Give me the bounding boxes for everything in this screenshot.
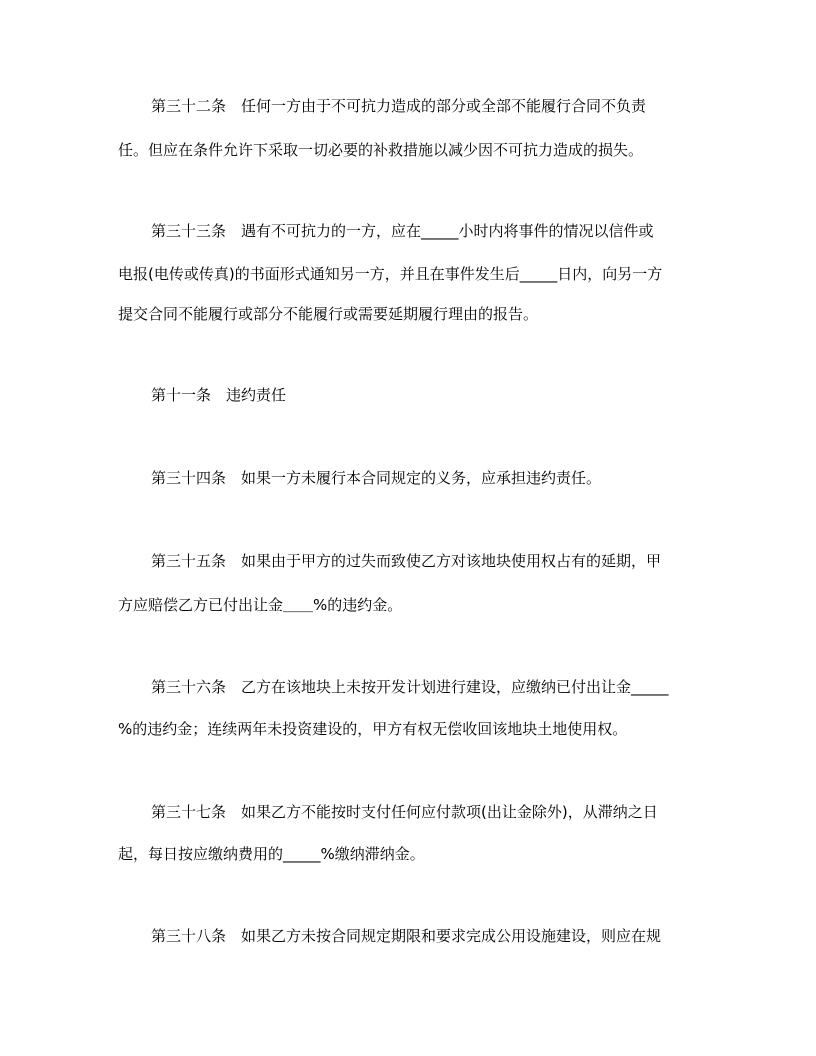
article-37-line-2: 起，每日按应缴纳费用的_____%缴纳滞纳金。 xyxy=(118,845,425,863)
article-33-line-2: 电报(电传或传真)的书面形式通知另一方，并且在事件发生后_____日内，向另一方 xyxy=(118,265,663,283)
article-36-line-1: 第三十六条 乙方在该地块上未按开发计划进行建设，应缴纳已付出让金_____ xyxy=(151,678,669,696)
article-33-line-3: 提交合同不能履行或部分不能履行或需要延期履行理由的报告。 xyxy=(118,305,539,323)
article-35-line-2: 方应赔偿乙方已付出让金＿＿%的违约金。 xyxy=(118,596,403,614)
chapter-11-heading: 第十一条 违约责任 xyxy=(151,386,287,404)
article-35-line-1: 第三十五条 如果由于甲方的过失而致使乙方对该地块使用权占有的延期，甲 xyxy=(151,552,662,570)
article-38-line-1: 第三十八条 如果乙方未按合同规定期限和要求完成公用设施建设，则应在规 xyxy=(151,927,662,945)
article-36-line-2: %的违约金；连续两年未投资建设的，甲方有权无偿收回该地块土地使用权。 xyxy=(118,720,628,738)
article-33-line-1: 第三十三条 遇有不可抗力的一方，应在_____小时内将事件的情况以信件或 xyxy=(151,222,654,240)
article-34-line-1: 第三十四条 如果一方未履行本合同规定的义务，应承担违约责任。 xyxy=(151,469,602,487)
article-32-line-2: 任。但应在条件允许下采取一切必要的补救措施以减少因不可抗力造成的损失。 xyxy=(118,141,644,159)
article-32-line-1: 第三十二条 任何一方由于不可抗力造成的部分或全部不能履行合同不负责 xyxy=(151,97,647,115)
article-37-line-1: 第三十七条 如果乙方不能按时支付任何应付款项(出让金除外)，从滞纳之日 xyxy=(151,803,658,821)
